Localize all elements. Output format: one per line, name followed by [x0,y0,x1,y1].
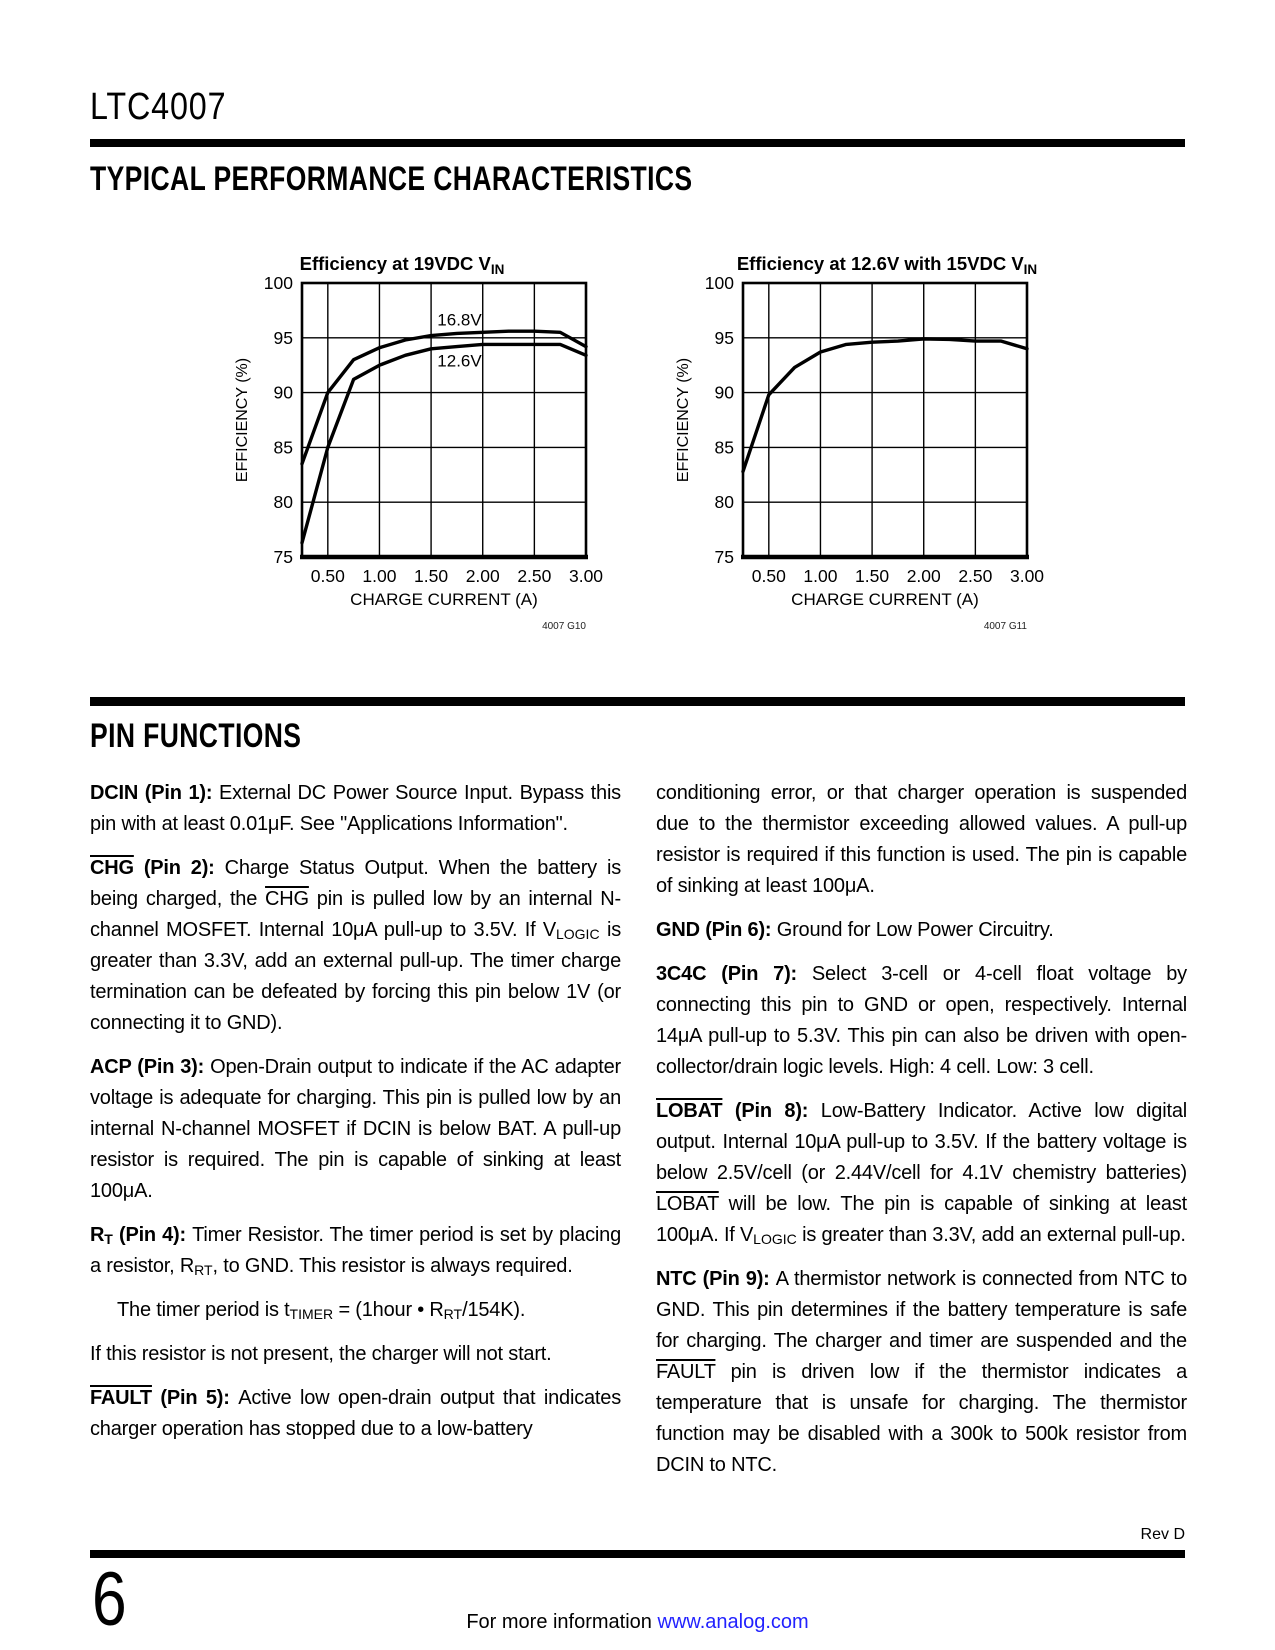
pin-function-paragraph [90,1220,621,1282]
y-tick-label: 75 [273,547,293,567]
text-segment: RT [443,1306,463,1323]
section-title-pin-functions: PIN FUNCTIONS [90,717,302,755]
text-segment: LOBAT [656,1100,723,1122]
x-tick-label: 0.50 [310,566,345,586]
x-tick-label: 1.00 [362,566,397,586]
x-axis-label: CHARGE CURRENT (A) [350,590,538,609]
text-segment: $\overline{CHG}$ [90,857,134,879]
x-tick-label: 1.50 [855,566,890,586]
y-tick-label: 90 [273,382,293,403]
efficiency-chart-19vdc [230,230,630,640]
section-title-typical-performance: TYPICAL PERFORMANCE CHARACTERISTICS [90,160,693,198]
x-tick-label: 2.00 [906,566,941,586]
footer-info [0,1611,1275,1634]
text-segment: TIMER [289,1306,334,1323]
pin-function-paragraph [656,915,1187,946]
text-segment: FAULT [90,1387,152,1409]
text-segment: Ground for Low Power Circuitry. [776,919,1054,941]
y-axis-label: EFFICIENCY (%) [675,357,692,483]
chart-title: Efficiency at 12.6V with 15VDC $V_{IN}$ [736,253,1038,277]
text-segment: Open-Drain output to indicate if the AC adapter voltage is adequate for charging. This pin is pulled low by an internal N-channel MOSFET if DCIN is below BAT. A pull-up resistor is required. The pin is capable of sinking at least 100μA. [90,1056,621,1202]
pin-function-paragraph [90,1295,621,1326]
y-tick-label: 80 [273,492,293,513]
text-segment: ACP (Pin 3): [90,1056,211,1078]
y-tick-label: 100 [263,273,293,293]
series-label: 16.8V [437,310,482,330]
text-segment: (Pin 5): [151,1387,239,1409]
page-number: 6 [92,1557,127,1642]
y-tick-label: 85 [273,437,293,458]
text-segment: External DC Power Source Input. Bypass this pin with at least 0.01μF. See "Applications Information". [90,782,621,835]
text-segment: DCIN (Pin 1): [90,782,220,804]
y-tick-label: 95 [273,327,293,348]
series-label: 12.6V [437,351,482,371]
y-tick-label: 75 [714,547,734,567]
y-axis-label: EFFICIENCY (%) [234,357,251,483]
pin-function-paragraph [656,1096,1187,1251]
text-segment: /154K). [462,1299,526,1321]
series-line [743,339,1027,472]
text-segment: Timer Resistor. The timer period is set by placing a resistor, R [90,1224,622,1277]
y-tick-label: 95 [714,327,734,348]
text-segment: The timer period is t [117,1299,290,1321]
text-segment: Charge Status Output. When the battery is being charged, the [90,857,622,910]
x-tick-label: 1.50 [414,566,449,586]
text-segment: T [104,1231,113,1248]
analog-link[interactable]: www.analog.com [657,1611,809,1633]
x-tick-label: 3.00 [1009,566,1045,586]
text-segment: (Pin 2): [133,857,225,879]
footer-divider [90,1550,1185,1558]
text-segment: (Pin 8): [722,1100,821,1122]
x-tick-label: 3.00 [568,566,604,586]
chart-footnote: 4007 G11 [983,621,1027,632]
text-segment: Low-Battery Indicator. Active low digital output. Internal 10μA pull-up to 3.5V. If the battery voltage is below 2.5V/cell (or 2.44V/cell for 4.1V chemistry batteries) [656,1100,1187,1184]
text-segment: Active low open-drain output that indicates charger operation has stopped due to a low-battery [90,1387,622,1440]
text-segment: LOGIC [555,926,600,943]
text-segment: (Pin 4): [112,1224,193,1246]
text-segment: , to GND. This resistor is always required. [212,1255,573,1277]
pin-functions-left-column [90,778,621,1458]
text-segment: LOBAT [656,1193,719,1215]
text-segment: Select 3-cell or 4-cell float voltage by connecting this pin to GND or open, respectively. Internal 14μA pull-up to 5.3V. This pin can also be driven with open-collector/drain logic levels. High: 4 cell. Low: 3 cell. [656,963,1187,1078]
y-tick-label: 90 [714,382,734,403]
chart-title: Efficiency at 19VDC $V_{IN}$ [299,253,505,277]
text-segment: A thermistor network is connected from NTC to GND. This pin determines if the battery temperature is safe for charging. The charger and timer are suspended and the [656,1268,1187,1352]
pin-function-paragraph [90,853,621,1039]
text-segment: GND (Pin 6): [656,919,777,941]
text-segment: is greater than 3.3V, add an external pull-up. The timer charge termination can be defeated by forcing this pin below 1V (or connecting it to GND). [90,919,621,1034]
text-segment: pin is driven low if the thermistor indicates a temperature that is unsafe for charging. The thermistor function may be disabled with a 300k to 500k resistor from DCIN to NTC. [656,1361,1187,1476]
text-segment: conditioning error, or that charger operation is suspended due to the thermistor exceeding allowed values. A pull-up resistor is required if this function is used. The pin is capable of sinking at least 100μA. [656,782,1187,897]
text-segment: $\overline{CHG}$ [265,888,309,910]
series-line [302,344,586,542]
text-segment: LOGIC [753,1231,797,1248]
header-divider [90,139,1185,147]
pin-function-paragraph [90,778,621,840]
text-segment: FAULT [656,1361,716,1383]
section-divider [90,697,1185,706]
x-tick-label: 0.50 [751,566,786,586]
y-tick-label: 85 [714,437,734,458]
text-segment: RT [194,1262,213,1279]
text-segment: is greater than 3.3V, add an external pull-up. [796,1224,1186,1246]
pin-function-paragraph [90,1052,621,1207]
y-tick-label: 100 [704,273,734,293]
pin-function-paragraph [656,1264,1187,1481]
x-tick-label: 2.50 [958,566,993,586]
x-tick-label: 2.50 [517,566,552,586]
text-segment: will be low. The pin is capable of sinking at least 100μA. If V [656,1193,1187,1246]
revision-label: Rev D [1140,1526,1185,1543]
chart-footnote: 4007 G10 [542,621,586,632]
x-tick-label: 2.00 [465,566,500,586]
text-segment: = (1hour • R [333,1299,444,1321]
text-segment: 3C4C (Pin 7): [656,963,812,985]
text-segment: pin is pulled low by an internal N-channel MOSFET. Internal 10μA pull-up to 3.5V. If V [90,888,621,941]
pin-function-paragraph [656,959,1187,1083]
footer-info-text: For more information [466,1611,658,1633]
plot-border [743,283,1027,557]
pin-function-paragraph [656,778,1187,902]
text-segment: NTC (Pin 9): [656,1268,776,1290]
efficiency-chart-12v6-15vdc [671,230,1071,640]
text-segment: If this resistor is not present, the charger will not start. [90,1343,552,1365]
x-tick-label: 1.00 [803,566,838,586]
text-segment: R [90,1224,105,1246]
pin-function-paragraph [90,1339,621,1370]
x-axis-label: CHARGE CURRENT (A) [791,590,979,609]
pin-functions-right-column [656,778,1187,1494]
part-number: LTC4007 [90,86,227,128]
pin-function-paragraph [90,1383,621,1445]
y-tick-label: 80 [714,492,734,513]
